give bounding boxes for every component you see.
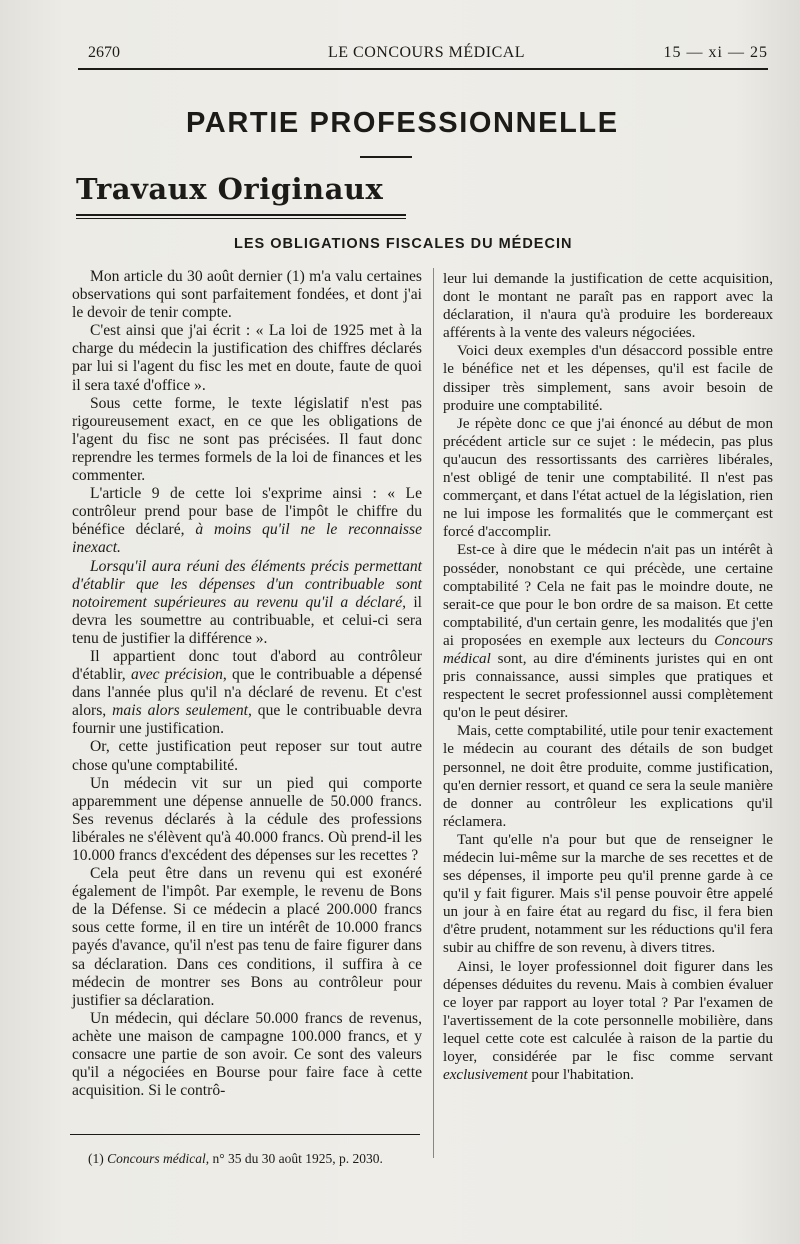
paragraph: Un médecin vit sur un pied qui comporte apparemment une dépense annuelle de 50.000 francs. Ses revenus déclarés à la cédule des professions libérales ne s'élèvent qu'à 40.000 francs. Où prend-il les 10.000 francs d'excédent des dépenses sur les recettes ? bbox=[72, 774, 422, 864]
paragraph: Or, cette justification peut reposer sur tout autre chose qu'une comptabilité. bbox=[72, 738, 422, 774]
rubric-underline bbox=[76, 214, 406, 216]
article-title: LES OBLIGATIONS FISCALES DU MÉDECIN bbox=[234, 236, 573, 252]
paragraph: Mon article du 30 août dernier (1) m'a valu certaines observations qui sont parfaitement fondées, et dont j'ai le devoir de tenir compte. bbox=[72, 268, 422, 322]
journal-title: LE CONCOURS MÉDICAL bbox=[328, 44, 526, 61]
paragraph bbox=[443, 958, 773, 1085]
paragraph: Sous cette forme, le texte législatif n'est pas rigoureusement exact, en ce que les obligations de l'agent du fisc ne sont pas précisées. Il faut donc reprendre les termes formels de la loi de finances et les commenter. bbox=[72, 394, 422, 485]
paragraph: Cela peut être dans un revenu qui est exonéré également de l'impôt. Par exemple, le revenu de Bons de la Défense. Si ce médecin a placé 200.000 francs sous cette forme, il en tire un intérêt de 10.000 francs payés d'avance, qu'il n'est pas tenu de faire figurer dans sa déclaration. Dans ces conditions, il suffira à ce médecin de montrer ses Bons au contrôleur pour justifier sa déclaration. bbox=[72, 865, 422, 1009]
paragraph bbox=[443, 541, 773, 722]
text-run: , que le contribuable a dépensé dans l'année plus qu'il n'a déclaré de revenu. Et c'est alors, bbox=[72, 666, 423, 720]
section-title: PARTIE PROFESSIONNELLE bbox=[186, 107, 619, 139]
text-run: Il appartient donc tout d'abord au contrôleur d'établir, bbox=[72, 647, 422, 684]
italic-run: avec précision bbox=[131, 666, 223, 684]
paragraph: Tant qu'elle n'a pour but que de renseigner le médecin lui-même sur la marche de ses recettes et de ses dépenses, il importe peu qu'il prenne garde à ce qu'il y fait figurer. Mais s'il pense pouvoir être appelé un jour à en faire état au regard du fisc, il fera bien d'être prudent, notamment sur les réductions qu'il fera subir au chiffre de son revenu, à divers titres. bbox=[443, 831, 773, 957]
footnote-marker: (1) bbox=[88, 1151, 108, 1166]
paragraph bbox=[72, 485, 422, 557]
italic-run: mais alors seulement bbox=[112, 702, 248, 720]
footnote-text: , n° 35 du 30 août 1925, p. 2030. bbox=[205, 1151, 383, 1166]
page-number: 2670 bbox=[88, 44, 120, 61]
text-run: pour l'habitation. bbox=[527, 1067, 634, 1084]
rubric-underline-thin bbox=[76, 218, 406, 219]
paragraph: Je répète donc ce que j'ai énoncé au début de mon précédent article sur ce sujet : le médecin, pas plus qu'aucun des ressortissants des carrières libérales, n'est obligé de tenir une comptabilité. Il n'est pas commerçant, et dans l'état actuel de la législation, rien ne lui impose les formalités que le commerçant est forcé d'accomplir. bbox=[443, 415, 773, 541]
text-run: il devra les soumettre au contribuable, et celui-ci sera tenu de justifier la différence ». bbox=[72, 593, 422, 647]
section-divider bbox=[360, 156, 412, 158]
paragraph: leur lui demande la justification de cette acquisition, dont le montant ne paraît pas en rapport avec la déclaration, il n'aura qu'à produire les bordereaux afférents à la vente des valeurs négociées. bbox=[443, 271, 773, 342]
paragraph bbox=[72, 648, 422, 738]
text-run: , que le contribuable devra fournir une justification. bbox=[72, 702, 422, 738]
italic-run: à moins qu'il ne le reconnaisse inexact. bbox=[72, 521, 422, 557]
footnote bbox=[88, 1151, 428, 1167]
left-column bbox=[72, 268, 422, 1100]
italic-run: Concours médical bbox=[443, 632, 773, 667]
footnote-italic: Concours médical bbox=[107, 1151, 206, 1166]
right-column bbox=[443, 270, 773, 1084]
italic-run: exclusivement bbox=[443, 1067, 528, 1084]
rubric-title: Travaux Originaux bbox=[76, 172, 384, 206]
paragraph bbox=[72, 558, 422, 648]
footnote-rule bbox=[70, 1134, 420, 1135]
paragraph: Un médecin, qui déclare 50.000 francs de revenus, achète une maison de campagne 100.000 francs, et y consacre une partie de son avoir. Ce sont des valeurs qu'il a négociées en Bourse pour faire face à cette acquisition. Si le contrô- bbox=[72, 1009, 422, 1100]
paragraph: Mais, cette comptabilité, utile pour tenir exactement le médecin au courant des détails de son budget personnel, ne doit être produite, comme justification, qu'en dernier ressort, et quand ce sera la seule manière de donner au contrôleur les explications qu'il réclamera. bbox=[443, 723, 773, 830]
paragraph: Voici deux exemples d'un désaccord possible entre le bénéfice net et les dépenses, qu'il est facile de dissiper très simplement, sans avoir besoin de produire une comptabilité. bbox=[443, 343, 773, 414]
header-rule bbox=[78, 68, 768, 70]
text-run: L'article 9 de cette loi s'exprime ainsi : « Le contrôleur prend pour base de l'impôt le chiffre du bénéfice déclaré, bbox=[72, 485, 422, 539]
issue-date: 15 — xi — 25 bbox=[663, 44, 768, 61]
italic-run: Lorsqu'il aura réuni des éléments précis permettant d'établir que les dépenses d'un contribuable sont notoirement supérieures au revenu qu'il a déclaré, bbox=[72, 557, 422, 611]
column-divider bbox=[433, 268, 434, 1158]
text-run: Ainsi, le loyer professionnel doit figurer dans les dépenses déduites du revenu. Mais à combien évaluer ce loyer par rapport au loyer total ? Par l'examen de l'avertissement de la cote personnelle mobilière, dans lequel cette cote est calculée à raison de la partie du loyer, considérée par le fisc comme servant bbox=[443, 958, 773, 1066]
running-header bbox=[72, 44, 772, 66]
text-run: sont, au dire d'éminents juristes qui en ont pris connaissance, aussi simples que pratiques et respectent le secret professionnel aussi complètement qu'on le peut désirer. bbox=[443, 650, 773, 722]
text-run: Est-ce à dire que le médecin n'ait pas un intérêt à posséder, nonobstant ce qui précède, une certaine comptabilité ? Cela ne fait pas le moindre doute, ne serait-ce que pour le bon ordre de sa maison. Et cette comptabilité, d'un certain genre, les modalités que j'en ai proposées en exemple aux lecteurs du bbox=[443, 542, 773, 649]
paragraph: C'est ainsi que j'ai écrit : « La loi de 1925 met à la charge du médecin la justification des chiffres déclarés par lui si l'agent du fisc les met en doute, faute de quoi il sera taxé d'office ». bbox=[72, 322, 422, 394]
